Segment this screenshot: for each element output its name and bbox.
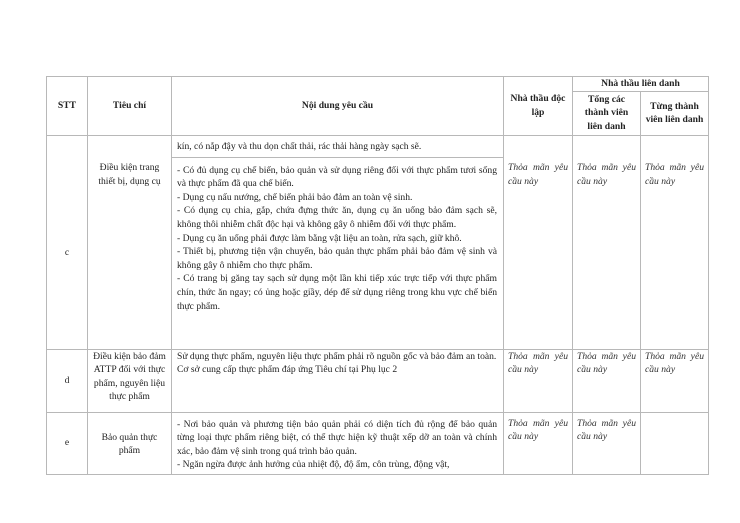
row-stt: c: [47, 157, 88, 349]
table-row: [47, 157, 709, 349]
content-line: Sử dụng thực phẩm, nguyên liệu thực phẩm phải rõ nguồn gốc và bảo đảm an toàn.: [177, 350, 497, 362]
content-header: Nội dung yêu cầu: [172, 77, 504, 136]
table-row: [47, 412, 709, 474]
row-content: [172, 349, 504, 412]
continuation-text: kín, có nắp đậy và thu dọn chất thải, rác thải hàng ngày sạch sẽ.: [172, 135, 504, 157]
content-line: - Có trang bị găng tay sạch sử dụng một lần khi tiếp xúc trực tiếp với thực phẩm chín, thức ăn ngay; có ủng hoặc giầy, dép để sử dụng riêng trong khu vực chế biến thực phẩm.: [177, 273, 497, 312]
continuation-row: [47, 135, 709, 157]
independent-value: Thỏa mãn yêu cầu này: [504, 412, 573, 474]
row-criteria: Điều kiện trang thiết bị, dụng cụ: [88, 157, 172, 349]
each-member-value: Thỏa mãn yêu cầu này: [641, 157, 709, 349]
all-members-value: Thỏa mãn yêu cầu này: [573, 157, 641, 349]
content-line: - Có đủ dụng cụ chế biến, bảo quản và sử dụng riêng đối với thực phẩm tươi sống và thực phẩm đã qua chế biến.: [177, 164, 497, 190]
content-line: - Nơi bảo quản và phương tiện bảo quản phải có diện tích đủ rộng để bảo quản từng loại thực phẩm riêng biệt, có thể thực hiện kỹ thuật xếp dỡ an toàn và chính xác, bảo đảm vệ sinh trong quá trình bảo quản.: [177, 418, 497, 457]
each-member-header: Từng thành viên liên danh: [641, 91, 709, 135]
content-line: - Thiết bị, phương tiện vận chuyển, bảo quản thực phẩm phải bảo đảm vệ sinh và không gây ô nhiễm cho thực phẩm.: [177, 246, 497, 271]
stt-header: STT: [47, 77, 88, 136]
all-members-value: Thỏa mãn yêu cầu này: [573, 412, 641, 474]
independent-value: Thỏa mãn yêu cầu này: [504, 157, 573, 349]
criteria-header: Tiêu chí: [88, 77, 172, 136]
row-content: [172, 157, 504, 349]
independent-header: Nhà thầu độc lập: [504, 77, 573, 136]
content-line: Cơ sở cung cấp thực phẩm đáp ứng Tiêu chí tại Phụ lục 2: [177, 364, 398, 376]
each-member-value: [641, 412, 709, 474]
row-criteria: Bảo quản thực phẩm: [88, 412, 172, 474]
content-line: - Có dụng cụ chia, gắp, chứa đựng thức ăn, dụng cụ ăn uống bảo đảm sạch sẽ, không thôi nhiễm chất độc hại và không gây ô nhiễm đối với thực phẩm.: [177, 205, 497, 230]
header-row: [47, 77, 709, 92]
content-line: - Ngăn ngừa được ảnh hưởng của nhiệt độ, độ ẩm, côn trùng, động vật,: [177, 459, 450, 471]
table-row: [47, 349, 709, 412]
row-criteria: Điều kiện bảo đảm ATTP đối với thực phẩm, nguyên liệu thực phẩm: [88, 349, 172, 412]
each-member-value: Thỏa mãn yêu cầu này: [641, 349, 709, 412]
all-members-value: Thỏa mãn yêu cầu này: [573, 349, 641, 412]
all-members-header: Tổng các thành viên liên danh: [573, 91, 641, 135]
joint-header: Nhà thầu liên danh: [573, 77, 709, 92]
requirements-table: [46, 76, 709, 475]
row-stt: e: [47, 412, 88, 474]
independent-value: Thỏa mãn yêu cầu này: [504, 349, 573, 412]
content-line: - Dụng cụ ăn uống phải được làm bằng vật liệu an toàn, rửa sạch, giữ khô.: [177, 232, 462, 244]
content-line: - Dụng cụ nấu nướng, chế biến phải bảo đảm an toàn vệ sinh.: [177, 191, 413, 203]
row-content: [172, 412, 504, 474]
row-stt: d: [47, 349, 88, 412]
